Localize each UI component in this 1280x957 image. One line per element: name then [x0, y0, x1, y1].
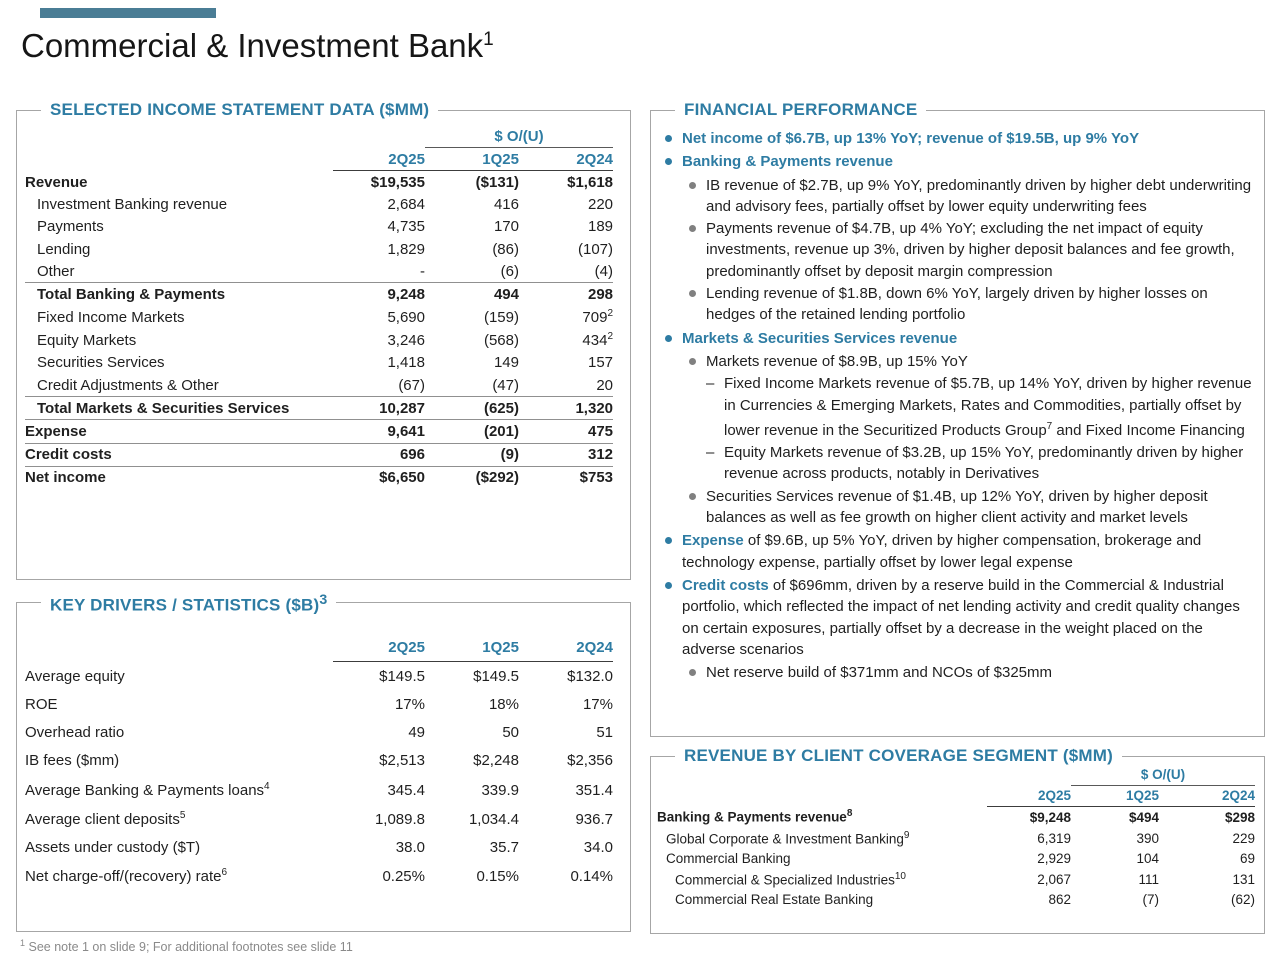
cell-2q24: (107) [577, 240, 614, 258]
bullet-text: Banking & Payments revenue [682, 153, 893, 171]
key-drivers-title [41, 592, 336, 616]
panel-title-text: REVENUE BY CLIENT COVERAGE SEGMENT ($MM) [684, 746, 1113, 765]
cell-2q25: 0.25% [382, 868, 425, 886]
bullet-text: Payments revenue of $4.7B, up 4% YoY; excluding the net impact of equity investments, revenue up 3%, driven by higher deposit balances and fee growth, predominantly offset by deposit margin compression [706, 220, 1235, 280]
table-row [25, 862, 613, 891]
cell-2q25: $19,535 [370, 173, 425, 191]
cell-2q24: 298 [519, 283, 613, 306]
bullet-lead-text: Credit costs [682, 576, 769, 594]
col-2q25: 2Q25 [987, 785, 1071, 806]
row-label: Fixed Income Markets [37, 309, 185, 327]
cell-1q25: 104 [1136, 851, 1159, 867]
cell-2q25: 6,319 [1037, 831, 1071, 847]
cell-1q25: 1,034.4 [468, 810, 519, 828]
cell-1q25: (6) [500, 262, 519, 280]
cell-2q25: 696 [333, 443, 425, 466]
cell-2q25: 2,684 [387, 196, 425, 214]
income-statement-title [41, 100, 438, 120]
cell-2q25: 17% [394, 695, 425, 713]
coverage-segment-table [657, 765, 1255, 909]
panel-title-text: FINANCIAL PERFORMANCE [684, 100, 918, 119]
cell-1q25: (159) [483, 309, 519, 327]
label-footnote-ref: 5 [179, 809, 186, 821]
cell-2q25: $9,248 [1029, 809, 1071, 825]
cell-2q25: 5,690 [387, 309, 425, 327]
cell-2q25: 345.4 [387, 781, 425, 799]
cell-1q25: 149 [493, 354, 519, 372]
cell-1q25: (86) [492, 240, 519, 258]
cell-1q25: $2,248 [473, 752, 519, 770]
row-label: Commercial Real Estate Banking [675, 892, 874, 908]
bullet-text: Lending revenue of $1.8B, down 6% YoY, largely driven by higher losses on hedges of the retained lending portfolio [706, 285, 1208, 324]
cell-2q24: $1,618 [567, 173, 614, 191]
table-row [25, 283, 613, 306]
cell-1q25: (47) [492, 376, 519, 394]
cell-1q25: 170 [493, 218, 519, 236]
cell-2q25: 2,067 [1037, 872, 1071, 888]
cell-2q25: $149.5 [379, 667, 425, 685]
row-label-text: Average client deposits [25, 810, 180, 828]
col-1q25: 1Q25 [425, 633, 519, 662]
income-statement-table [25, 125, 613, 489]
bullet-text: Markets & Securities Services revenue [682, 329, 958, 347]
row-label: Lending [37, 240, 91, 258]
col-2q25: 2Q25 [333, 148, 425, 171]
bullet-item [651, 442, 1252, 485]
key-drivers-table [25, 633, 613, 891]
cell-2q25: 49 [408, 724, 425, 742]
table-row [25, 420, 613, 443]
col-1q25: 1Q25 [1071, 785, 1159, 806]
cell-2q25: 1,829 [387, 240, 425, 258]
cell-2q24: $298 [1224, 809, 1256, 825]
row-label: ROE [25, 695, 58, 713]
cell-1q25: 339.9 [481, 781, 519, 799]
cell-2q24: 131 [1232, 872, 1256, 888]
row-label [25, 775, 333, 804]
bullet-item [651, 218, 1252, 282]
footnote [20, 938, 353, 954]
row-label: Average equity [25, 667, 125, 685]
spacer-cell [25, 633, 333, 662]
cell-footnote-ref: 2 [607, 308, 614, 320]
cell-2q24: 69 [1239, 851, 1256, 867]
cell-2q24: 189 [587, 218, 614, 236]
table-row [25, 306, 613, 329]
panel-title-text: SELECTED INCOME STATEMENT DATA ($MM) [50, 100, 430, 119]
cell-2q25: 3,246 [387, 332, 425, 350]
spacer-cell [657, 765, 987, 785]
row-label: Payments [37, 218, 104, 236]
bullet-text: of $9.6B, up 5% YoY, driven by higher compensation, brokerage and technology expense, partially offset by lower legal expense [682, 532, 1202, 571]
row-label-text: Net charge-off/(recovery) rate [25, 868, 222, 886]
row-label [25, 862, 333, 891]
label-footnote-ref: 6 [221, 867, 228, 879]
spacer-cell [657, 785, 987, 806]
cell-2q24: 351.4 [575, 781, 613, 799]
row-label: Net income [25, 466, 333, 489]
col-2q25: 2Q25 [333, 633, 425, 662]
cell-2q24: 51 [596, 724, 613, 742]
column-header-row [657, 785, 1255, 806]
cell-1q25: 390 [1136, 831, 1159, 847]
cell-1q25: (201) [425, 420, 519, 443]
table-row [25, 194, 613, 216]
col-2q24: 2Q24 [1159, 785, 1255, 806]
cell-1q25: 416 [493, 196, 519, 214]
row-label-text: Average Banking & Payments loans [25, 781, 265, 799]
column-header-row [25, 148, 613, 171]
row-label-text: Banking & Payments revenue [657, 809, 847, 825]
bullet-lead-text: Expense [682, 532, 744, 550]
bullet-item [651, 151, 1252, 172]
cell-1q25: 111 [1138, 872, 1159, 888]
row-label: Credit Adjustments & Other [37, 376, 219, 394]
cell-value: 434 [582, 332, 608, 350]
bullet-text: Net income of $6.7B, up 13% YoY; revenue of $19.5B, up 9% YoY [682, 130, 1140, 147]
bullet-item [651, 351, 1252, 372]
col-1q25: 1Q25 [425, 148, 519, 171]
cell-1q25: (625) [425, 397, 519, 420]
spacer-cell [25, 148, 333, 171]
accent-bar [40, 8, 216, 18]
bullet-item [651, 175, 1252, 218]
cell-2q25: 10,287 [333, 397, 425, 420]
table-row [25, 216, 613, 238]
page-title [21, 27, 494, 65]
financial-performance-bullets [651, 111, 1264, 683]
table-row [25, 443, 613, 466]
ou-spanner-label: $ O/(U) [425, 125, 613, 148]
cell-2q24: $753 [519, 466, 613, 489]
bullet-item [651, 486, 1252, 529]
cell-2q24: (4) [594, 262, 614, 280]
cell-2q25: 9,248 [333, 283, 425, 306]
cell-footnote-ref: 2 [607, 331, 614, 343]
table-row [25, 374, 613, 397]
cell-2q24: 17% [582, 695, 613, 713]
financial-performance-title [675, 100, 926, 120]
row-label: Revenue [25, 173, 88, 191]
row-label: Overhead ratio [25, 724, 125, 742]
inline-footnote-ref: 7 [1046, 420, 1053, 432]
cell-1q25: ($292) [425, 466, 519, 489]
table-row [25, 397, 613, 420]
cell-2q25: 1,418 [387, 354, 425, 372]
bullet-item [651, 575, 1252, 660]
col-2q24: 2Q24 [519, 633, 613, 662]
row-label: Total Markets & Securities Services [25, 397, 333, 420]
table-row [25, 352, 613, 374]
cell-2q24: 20 [596, 376, 614, 394]
coverage-segment-title [675, 746, 1122, 766]
footnote-text: See note 1 on slide 9; For additional footnotes see slide 11 [25, 940, 353, 955]
row-label: Equity Markets [37, 332, 137, 350]
cell-1q25: (7) [1142, 892, 1159, 908]
row-label: Credit costs [25, 443, 333, 466]
cell-2q25: 38.0 [395, 838, 425, 856]
table-row [25, 690, 613, 718]
table-row [25, 662, 613, 691]
page-title-text: Commercial & Investment Bank [21, 27, 484, 64]
cell-2q24: 229 [1232, 831, 1256, 847]
cell-2q24: $132.0 [567, 667, 613, 685]
cell-2q25: $6,650 [333, 466, 425, 489]
spacer-cell [333, 125, 425, 148]
footnote-ref: 1 [20, 938, 26, 948]
bullet-text: IB revenue of $2.7B, up 9% YoY, predominantly driven by higher debt underwriting and advisory fees, partially offset by lower equity underwriting fees [706, 176, 1252, 215]
title-footnote-ref: 3 [319, 592, 328, 608]
table-row [25, 329, 613, 352]
cell-1q25: 494 [425, 283, 519, 306]
bullet-text: Securities Services revenue of $1.4B, up 12% YoY, driven by higher deposit balances as well as fee growth on higher client activity and market levels [706, 487, 1208, 527]
ou-spanner-label: $ O/(U) [1071, 765, 1255, 785]
cell-2q25: (67) [398, 376, 425, 394]
row-label: Expense [25, 420, 333, 443]
bullet-text: Equity Markets revenue of $3.2B, up 15% YoY, predominantly driven by higher revenue across products, notably in Derivatives [724, 444, 1244, 483]
row-label: Securities Services [37, 354, 165, 372]
cell-2q25: $2,513 [379, 752, 425, 770]
cell-2q24: 0.14% [570, 868, 613, 886]
cell-2q25: 1,089.8 [374, 810, 425, 828]
bullet-text: Markets revenue of $8.9B, up 15% YoY [706, 352, 968, 370]
table-row [25, 466, 613, 489]
column-header-row [25, 633, 613, 662]
label-footnote-ref: 8 [846, 808, 853, 820]
spanner-row [657, 765, 1255, 785]
cell-2q24: 157 [587, 354, 614, 372]
row-label: Total Banking & Payments [25, 283, 333, 306]
row-label: IB fees ($mm) [25, 752, 120, 770]
cell-2q24: (62) [1231, 892, 1256, 908]
panel-title-text: KEY DRIVERS / STATISTICS ($B) [50, 595, 320, 615]
bullet-text: Fixed Income Markets revenue of $5.7B, up 14% YoY, driven by higher revenue in Currencies & Emerging Markets, Rates and Commodities, partially offset by lower revenue in the Securitized Products Group [724, 375, 1252, 439]
row-label [657, 868, 987, 889]
cell-1q25: 0.15% [476, 868, 519, 886]
cell-2q24: 312 [519, 443, 613, 466]
spacer-cell [987, 765, 1071, 785]
bullet-item [651, 283, 1252, 326]
cell-1q25: 18% [488, 695, 519, 713]
table-row [25, 747, 613, 775]
table-row [25, 775, 613, 804]
bullet-text: of $696mm, driven by a reserve build in the Commercial & Industrial portfolio, which reflected the impact of net lending activity and credit quality changes on certain exposures, partially offset by a decrease in the weight placed on the adverse scenarios [682, 576, 1240, 658]
table-row [657, 868, 1255, 889]
spanner-row [25, 125, 613, 148]
bullet-text: Net reserve build of $371mm and NCOs of $325mm [706, 664, 1052, 682]
cell-1q25: 50 [502, 724, 519, 742]
cell-2q24: 936.7 [575, 810, 613, 828]
row-label [657, 827, 987, 848]
label-footnote-ref: 9 [903, 829, 910, 841]
bullet-item [651, 128, 1252, 149]
cell-1q25: 35.7 [489, 838, 519, 856]
col-2q24: 2Q24 [519, 148, 613, 171]
row-label-text: Global Corporate & Investment Banking [666, 831, 904, 847]
cell-1q25: (9) [425, 443, 519, 466]
table-row [657, 827, 1255, 848]
cell-2q25: 2,929 [1037, 851, 1071, 867]
row-label [25, 804, 333, 833]
cell-2q25: - [420, 262, 425, 280]
cell-2q25: 862 [1048, 892, 1071, 908]
cell-1q25: $494 [1128, 809, 1159, 825]
table-row [25, 804, 613, 833]
row-label: Other [37, 262, 75, 280]
financial-performance-panel [650, 100, 1265, 737]
key-drivers-panel [16, 592, 631, 932]
bullet-item [651, 530, 1252, 573]
table-row [25, 238, 613, 260]
cell-1q25: ($131) [475, 173, 519, 191]
bullet-item [651, 373, 1252, 441]
cell-2q24: 34.0 [583, 838, 613, 856]
bullet-item [651, 662, 1252, 683]
row-label: Investment Banking revenue [37, 196, 228, 214]
cell-2q24 [519, 306, 613, 329]
cell-2q24: 475 [519, 420, 613, 443]
table-row [657, 806, 1255, 827]
cell-1q25: $149.5 [473, 667, 519, 685]
row-label-text: Commercial & Specialized Industries [675, 872, 895, 888]
row-label [657, 806, 987, 827]
label-footnote-ref: 4 [264, 780, 270, 792]
table-row [25, 260, 613, 283]
title-footnote-ref: 1 [483, 29, 494, 50]
row-label: Assets under custody ($T) [25, 838, 201, 856]
income-statement-panel [16, 100, 631, 580]
cell-2q24: 220 [587, 196, 614, 214]
cell-2q25: 9,641 [333, 420, 425, 443]
row-label: Commercial Banking [666, 851, 791, 867]
table-row [25, 719, 613, 747]
table-row [25, 171, 613, 194]
cell-2q24: $2,356 [567, 752, 613, 770]
table-row [657, 849, 1255, 869]
bullet-text: and Fixed Income Financing [1052, 421, 1245, 439]
cell-2q24: 1,320 [519, 397, 613, 420]
label-footnote-ref: 10 [894, 870, 906, 882]
bullet-item [651, 328, 1252, 349]
table-row [657, 890, 1255, 910]
spacer-cell [25, 125, 333, 148]
cell-1q25: (568) [483, 332, 519, 350]
coverage-segment-panel [650, 746, 1265, 934]
cell-2q24 [519, 329, 613, 352]
table-row [25, 833, 613, 861]
cell-2q25: 4,735 [387, 218, 425, 236]
cell-value: 709 [582, 309, 608, 327]
